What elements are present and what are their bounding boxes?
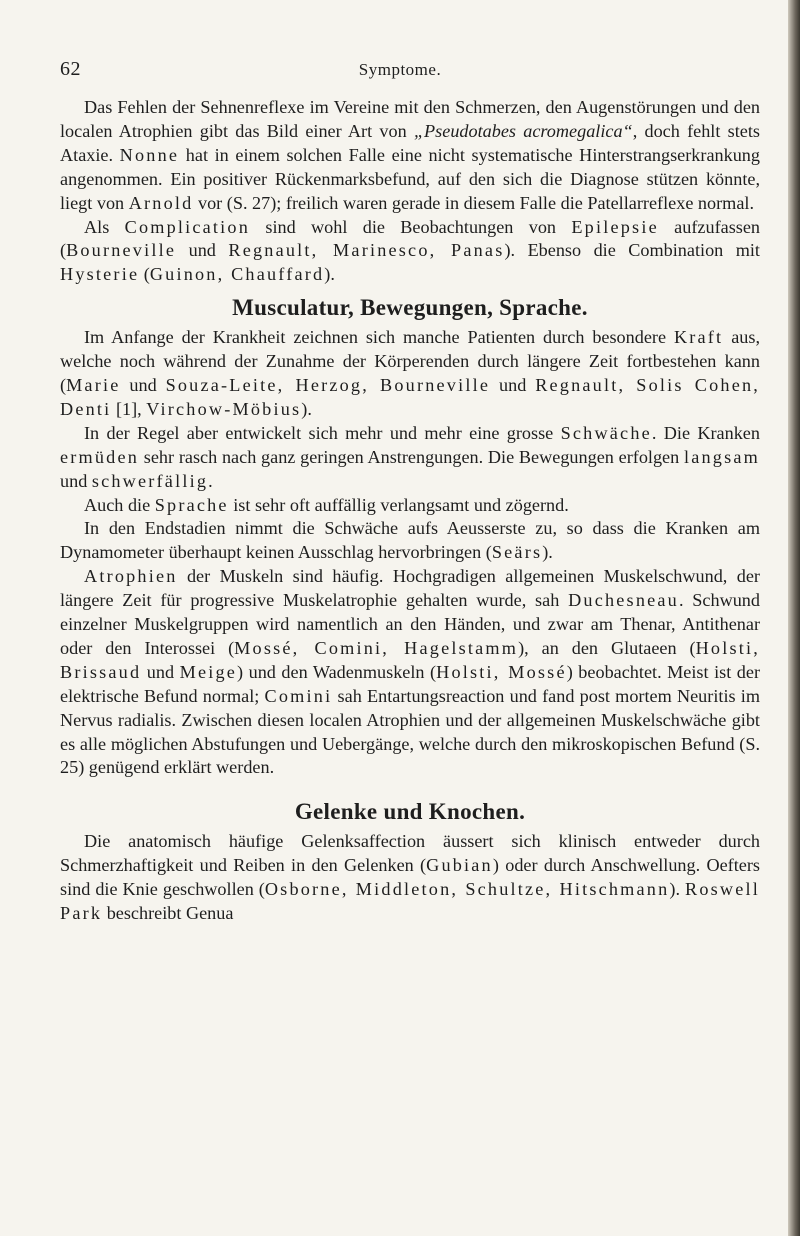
author-name: Roswell Park bbox=[60, 879, 761, 923]
author-name: Gubian bbox=[426, 855, 493, 876]
author-name: Bourneville bbox=[66, 240, 177, 261]
paragraph-complication: Als Complication sind wohl die Beobachtungen von Epilepsie aufzufassen (Bourneville und Regnault, Marinesco, Panas). Ebenso die Combination mit Hysterie (Guinon, Chauffard). bbox=[60, 216, 761, 285]
term-pseudotabes: „Pseudotabes acromegalica“ bbox=[413, 120, 633, 141]
running-head: Symptome. bbox=[358, 60, 442, 79]
spaced-term: Atrophien bbox=[84, 566, 178, 587]
paragraph-sprache: Auch die Sprache ist sehr oft auffällig verlangsamt und zögernd. bbox=[84, 494, 569, 515]
page-edge-shadow bbox=[788, 0, 800, 1236]
author-name: Regnault, Marinesco, Panas bbox=[228, 240, 505, 261]
spaced-term: Schwäche bbox=[560, 422, 652, 443]
spaced-term: Sprache bbox=[154, 494, 229, 515]
section-heading-musculatur: Musculatur, Bewegungen, Sprache. bbox=[232, 295, 588, 321]
paragraph-kraft: Im Anfange der Krankheit zeichnen sich manche Patienten durch besondere Kraft aus, welche noch während der Zunahme der Körperenden durch längere Zeit fortbestehen kann (Marie und Souza-Leite, Herzog, Bourneville und Regnault, Solis Cohen, Denti [1], Virchow-Möbius). bbox=[60, 327, 761, 419]
author-name: Duchesneau bbox=[568, 590, 679, 611]
author-name: Virchow-Möbius bbox=[146, 398, 302, 419]
author-name: Marie bbox=[66, 374, 121, 395]
paragraph-schwaeche: In der Regel aber entwickelt sich mehr und mehr eine grosse Schwäche. Die Kranken ermüden sehr rasch nach ganz geringen Anstrengungen. Die Bewegungen erfolgen langsam und schwerfällig. bbox=[60, 422, 760, 491]
author-name: Seärs bbox=[491, 542, 543, 563]
paragraph-pseudotabes: Das Fehlen der Sehnenreflexe im Vereine mit den Schmerzen, den Augenstörungen und den localen Atrophien gibt das Bild einer Art von „Pseudotabes acromegalica“, doch fehlt stets Ataxie. Nonne hat in einem solchen Falle eine nicht systematische Hinterstrangserkrankung angenommen. Ein positiver Rückenmarksbefund, auf den sich die Diagnose stützen könnte, liegt von Arnold vor (S. 27); freilich waren gerade in diesem Falle die Patellarreflexe normal. bbox=[60, 97, 760, 213]
author-name: Mossé, Comini, Hagelstamm bbox=[234, 637, 519, 658]
author-name: Regnault, Solis Cohen, Denti bbox=[60, 374, 761, 419]
author-name: Meige bbox=[179, 661, 238, 682]
page-header bbox=[60, 58, 740, 86]
spaced-term: langsam bbox=[683, 446, 760, 467]
section-heading-gelenke: Gelenke und Knochen. bbox=[294, 799, 526, 825]
spaced-term: Kraft bbox=[673, 327, 724, 348]
spaced-term: Epilepsie bbox=[571, 216, 659, 237]
page-number: 62 bbox=[60, 58, 81, 80]
paragraph-gelenke: Die anatomisch häufige Gelenksaffection äussert sich klinisch entweder durch Schmerzhaftigkeit und Reiben in den Gelenken (Gubian) oder durch Anschwellung. Oefters sind die Knie geschwollen (Osborne, Middleton, Schultze, Hitschmann). Roswell Park beschreibt Genua bbox=[60, 831, 761, 923]
page-body bbox=[60, 96, 760, 926]
spaced-term: schwerfällig bbox=[91, 470, 209, 491]
author-name: Nonne bbox=[119, 144, 180, 165]
paragraph-endstadien: In den Endstadien nimmt die Schwäche aufs Aeusserste zu, so dass die Kranken am Dynamometer überhaupt keinen Ausschlag hervorbringen (Seärs). bbox=[60, 518, 760, 563]
author-name: Osborne, Middleton, Schultze, Hitschmann bbox=[264, 879, 670, 900]
author-name: Comini bbox=[264, 685, 333, 706]
spaced-term: Complication bbox=[124, 216, 251, 237]
author-name: Arnold bbox=[128, 192, 194, 213]
author-name: Holsti, Mossé bbox=[436, 661, 567, 682]
spaced-term: Hysterie bbox=[60, 264, 140, 285]
spaced-term: ermüden bbox=[60, 446, 140, 467]
author-name: Holsti, Brissaud bbox=[60, 637, 760, 682]
author-name: Guinon, Chauffard bbox=[149, 264, 325, 285]
author-name: Souza-Leite, Herzog, Bourneville bbox=[165, 374, 491, 395]
paragraph-atrophien: Atrophien der Muskeln sind häufig. Hochgradigen allgemeinen Muskelschwund, der längere Zeit für progressive Muskelatrophie gehalten wurde, sah Duchesneau. Schwund einzelner Muskelgruppen wird namentlich an den Händen, und zwar am Thenar, Antithenar oder den Interossei (Mossé, Comini, Hagelstamm), an den Glutaeen (Holsti, Brissaud und Meige) und den Wadenmuskeln (Holsti, Mossé) beobachtet. Meist ist der elektrische Befund normal; Comini sah Entartungsreaction und fand post mortem Neuritis im Nervus radialis. Zwischen diesen localen Atrophien und der allgemeinen Muskelschwäche gibt es alle möglichen Abstufungen und Uebergänge, welche durch den mikroskopischen Befund (S. 25) genügend erklärt werden. bbox=[60, 566, 761, 778]
